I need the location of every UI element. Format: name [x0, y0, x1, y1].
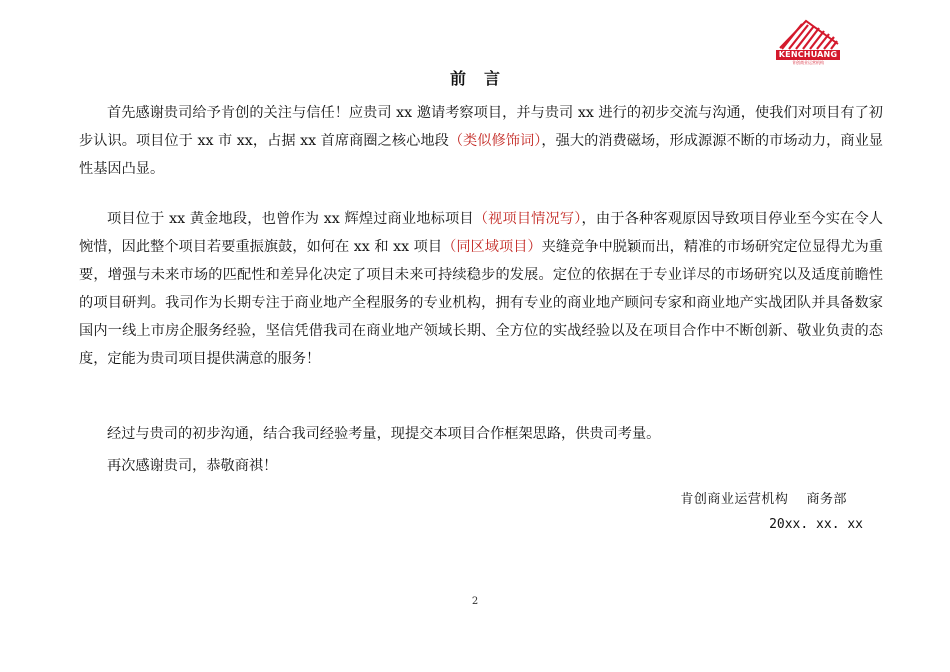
paragraph-intro: [79, 99, 883, 183]
paragraph-text: 首先感谢贵司给予肯创的关注与信任！应贵司 xx 邀请考察项目，并与贵司 xx 进行的初步交流与沟通，使我们对项目有了初步认识。项目位于 xx 市 xx，占据 xx 首席商圈之核心地段: [79, 105, 883, 149]
annotation-note: （同区域项目）: [442, 239, 542, 255]
paragraph-background: [79, 205, 883, 373]
annotation-note: （类似修饰词）: [448, 133, 542, 149]
paragraph-closing: 再次感谢贵司，恭敬商祺！: [107, 458, 278, 474]
signature: 肯创商业运营机构 商务部: [680, 492, 847, 507]
logo-wordmark: KENCHUANG: [776, 50, 840, 60]
paragraph-text: ，由于各种客观原因导致项目停业至今实在令人惋惜，因此整个项目若要重振旗鼓，如何在 xx 和 xx 项目: [79, 211, 883, 255]
paragraph-text: ，强大的消费磁场，形成源源不断的市场动力，商业显性基因凸显。: [79, 133, 883, 177]
roof-stripes-icon: [776, 18, 840, 50]
kenchuang-logo: [776, 18, 840, 64]
paragraph-text: 项目位于 xx 黄金地段，也曾作为 xx 辉煌过商业地标项目: [107, 211, 474, 227]
logo-subtitle: 肯创商业运营机构: [792, 60, 824, 65]
page-title: 前言: [449, 69, 518, 88]
paragraph-proposal: 经过与贵司的初步沟通，结合我司经验考量，现提交本项目合作框架思路，供贵司考量。: [107, 426, 661, 442]
document-date: 20xx. xx. xx: [769, 517, 863, 532]
annotation-note: （视项目情况写）: [473, 211, 582, 227]
page-number: 2: [471, 596, 479, 607]
paragraph-text: 夹缝竞争中脱颖而出，精准的市场研究定位显得尤为重要，增强与未来市场的匹配性和差异化决定了项目未来可持续稳步的发展。定位的依据在于专业详尽的市场研究以及适度前瞻性的项目研判。我司作为长期专注于商业地产全程服务的专业机构，拥有专业的商业地产顾问专家和商业地产实战团队并具备数家国内一线上市房企服务经验，坚信凭借我司在商业地产领域长期、全方位的实战经验以及在项目合作中不断创新、敬业负责的态度，定能为贵司项目提供满意的服务！: [79, 239, 883, 367]
